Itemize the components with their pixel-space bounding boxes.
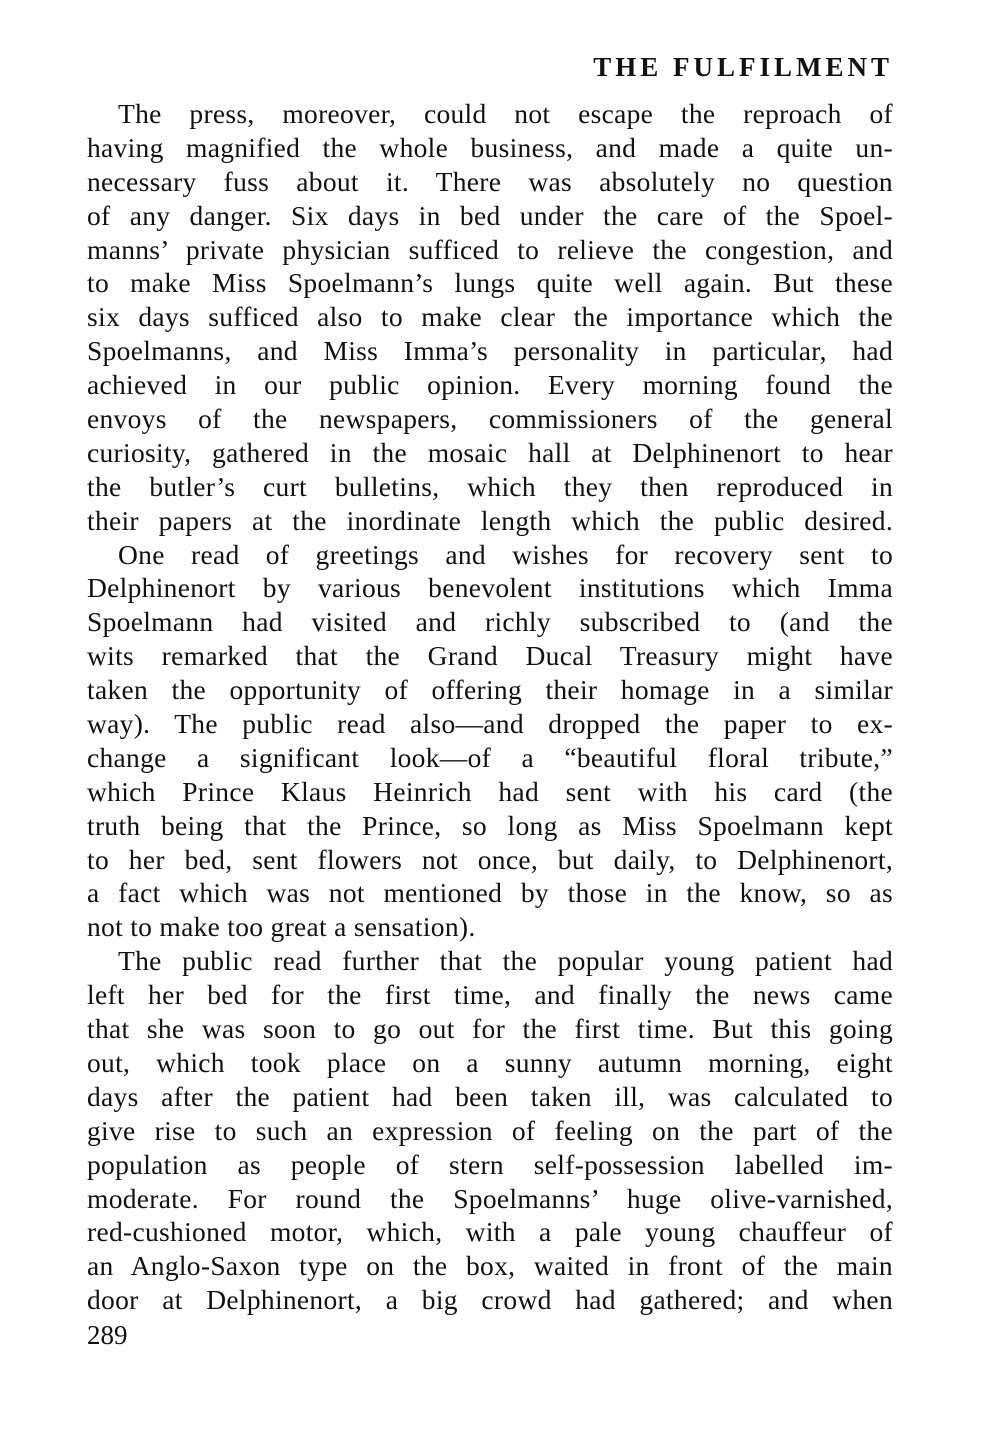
- text-line: of any danger. Six days in bed under the care of the Spoel-: [87, 199, 893, 231]
- text-line: six days sufficed also to make clear the importance which the: [87, 301, 893, 333]
- text-line: a fact which was not mentioned by those in the know, so as: [87, 877, 893, 909]
- text-line: not to make too great a sensation).: [87, 911, 476, 943]
- text-line: The press, moreover, could not escape the reproach of: [118, 98, 893, 129]
- text-line: out, which took place on a sunny autumn morning, eight: [87, 1046, 893, 1078]
- text-line: having magnified the whole business, and made a quite un-: [87, 131, 893, 163]
- text-line: red-cushioned motor, which, with a pale young chauffeur of: [87, 1216, 893, 1248]
- text-line: way). The public read also—and dropped the paper to ex-: [87, 708, 893, 740]
- text-line: wits remarked that the Grand Ducal Treasury might have: [87, 640, 893, 672]
- text-line: change a significant look—of a “beautiful floral tribute,”: [87, 741, 893, 773]
- text-line: that she was soon to go out for the first time. But this going: [87, 1013, 893, 1045]
- text-line: envoys of the newspapers, commissioners of the general: [87, 403, 893, 435]
- text-line: an Anglo-Saxon type on the box, waited in front of the main: [87, 1250, 893, 1282]
- text-line: curiosity, gathered in the mosaic hall at Delphinenort to hear: [87, 436, 893, 468]
- text-line: their papers at the inordinate length which the public desired.: [87, 504, 893, 536]
- text-line: left her bed for the first time, and finally the news came: [87, 979, 893, 1011]
- text-line: to her bed, sent flowers not once, but daily, to Delphinenort,: [87, 843, 893, 875]
- text-line: necessary fuss about it. There was absolutely no question: [87, 165, 893, 197]
- page-body: [87, 97, 893, 1353]
- text-line: Spoelmanns, and Miss Imma’s personality in particular, had: [87, 335, 893, 367]
- text-line: taken the opportunity of offering their homage in a similar: [87, 674, 893, 706]
- text-line: The public read further that the popular young patient had: [118, 945, 893, 977]
- page-number: 289: [87, 1320, 128, 1351]
- text-line: moderate. For round the Spoelmanns’ huge olive-varnished,: [87, 1182, 893, 1214]
- text-line: One read of greetings and wishes for recovery sent to: [118, 538, 893, 570]
- text-line: which Prince Klaus Heinrich had sent with his card (the: [87, 775, 893, 807]
- text-line: days after the patient had been taken ill, was calculated to: [87, 1080, 893, 1112]
- text-line: manns’ private physician sufficed to relieve the congestion, and: [87, 233, 893, 265]
- text-line: to make Miss Spoelmann’s lungs quite well again. But these: [87, 267, 893, 299]
- text-line: door at Delphinenort, a big crowd had gathered; and when: [87, 1284, 893, 1316]
- text-line: the butler’s curt bulletins, which they then reproduced in: [87, 470, 893, 502]
- text-line: achieved in our public opinion. Every morning found the: [87, 369, 893, 401]
- text-line: give rise to such an expression of feeling on the part of the: [87, 1114, 893, 1146]
- text-line: Delphinenort by various benevolent institutions which Imma: [87, 572, 893, 604]
- text-line: population as people of stern self-possession labelled im-: [87, 1148, 893, 1180]
- text-line: Spoelmann had visited and richly subscribed to (and the: [87, 606, 893, 638]
- running-header: THE FULFILMENT: [593, 52, 893, 82]
- text-line: truth being that the Prince, so long as Miss Spoelmann kept: [87, 809, 893, 841]
